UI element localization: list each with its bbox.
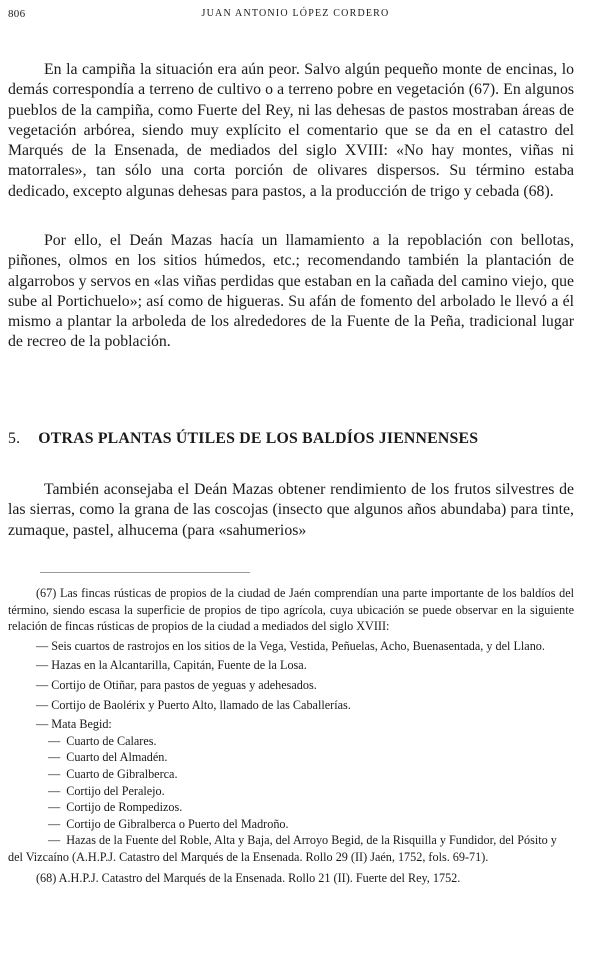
footnote-67-item: — Hazas en la Alcantarilla, Capitán, Fuente de la Losa.	[36, 658, 307, 673]
mata-begid-item: — Cortijo de Rompedizos.	[48, 800, 183, 815]
mata-begid-item: — Cortijo del Peralejo.	[48, 783, 165, 798]
footnote-67-item: — Mata Begid:	[36, 717, 112, 732]
footnote-67: (67) Las fincas rústicas de propios de la ciudad de Jaén comprendían una parte importante de los baldíos del término, siendo escasa la superficie de propios de tipo agrícola, cuya ubicación se puede observar en la siguiente relación de fincas rústicas de propios de la ciudad a mediados del siglo XVIII:	[8, 586, 574, 634]
section-title: OTRAS PLANTAS ÚTILES DE LOS BALDÍOS JIENNENSES	[38, 430, 479, 447]
mata-begid-item: — Cuarto de Gibralberca.	[48, 766, 178, 781]
running-head: JUAN ANTONIO LÓPEZ CORDERO	[201, 8, 390, 19]
mata-begid-item: — Cuarto de Calares.	[48, 733, 157, 748]
mata-begid-item: — Cuarto del Almadén.	[48, 750, 168, 765]
page-number: 806	[8, 8, 26, 20]
footnote-divider	[40, 572, 250, 573]
paragraph-repoblacion: Por ello, el Deán Mazas hacía un llamamiento a la repoblación con bellotas, piñones, olmos en los sitios húmedos, etc.; recomendando también la plantación de algarrobos y servos en «las viñas perdidas que estaban en la cañada del camino viejo, que sube al Portichuelo»; así como de higueras. Su afán de fomento del arbolado le llevó a él mismo a plantar la arboleda de los alrededores de la Fuente de la Peña, tradicional lugar de recreo de la población.	[8, 232, 574, 351]
mata-begid-item: — Cortijo de Gibralberca o Puerto del Madroño.	[48, 816, 289, 831]
footnote-67-item: — Seis cuartos de rastrojos en los sitios de la Vega, Vestida, Peñuelas, Acho, Buenasentada, y del Llano.	[36, 638, 545, 653]
mata-begid-list	[8, 733, 574, 866]
section-heading	[8, 430, 578, 448]
footnotes	[8, 585, 574, 886]
footnote-67-item: — Cortijo de Otiñar, para pastos de yeguas y adehesados.	[36, 677, 317, 692]
section-number: 5.	[8, 430, 21, 447]
footnote-68: (68) A.H.P.J. Catastro del Marqués de la Ensenada. Rollo 21 (II). Fuerte del Rey, 1752.	[36, 870, 461, 885]
paragraph-campina: En la campiña la situación era aún peor. Salvo algún pequeño monte de encinas, lo demás correspondía a terreno de cultivo o a terreno pobre en vegetación (67). En algunos pueblos de la campiña, como Fuerte del Rey, ni las dehesas de pastos mostraban áreas de vegetación arbórea, siendo muy explícito el comentario que se da en el catastro del Marqués de la Ensenada, de mediados del siglo XVIII: «No hay montes, viñas ni matorrales», tan sólo una corta porción de olivares dispersos. Su término estaba dedicado, excepto algunas dehesas para pastos, a la producción de trigo y cebada (68).	[8, 61, 574, 200]
page-header	[0, 8, 591, 28]
paragraph-frutos-silvestres: También aconsejaba el Deán Mazas obtener rendimiento de los frutos silvestres de las sierras, como la grana de las coscojas (insecto que algunos años abundaba) para tinte, zumaque, pastel, alhucema (para «sahumerios»	[8, 481, 574, 539]
mata-begid-item: — Hazas de la Fuente del Roble, Alta y Baja, del Arroyo Begid, de la Risquilla y Fundidor, del Pósito y del Vizcaíno (A.H.P.J. Catastro del Marqués de la Ensenada. Rollo 29 (II) Jaén, 1752, fols. 69-71).	[8, 833, 557, 864]
footnote-67-item: — Cortijo de Baolérix y Puerto Alto, llamado de las Caballerías.	[36, 697, 351, 712]
